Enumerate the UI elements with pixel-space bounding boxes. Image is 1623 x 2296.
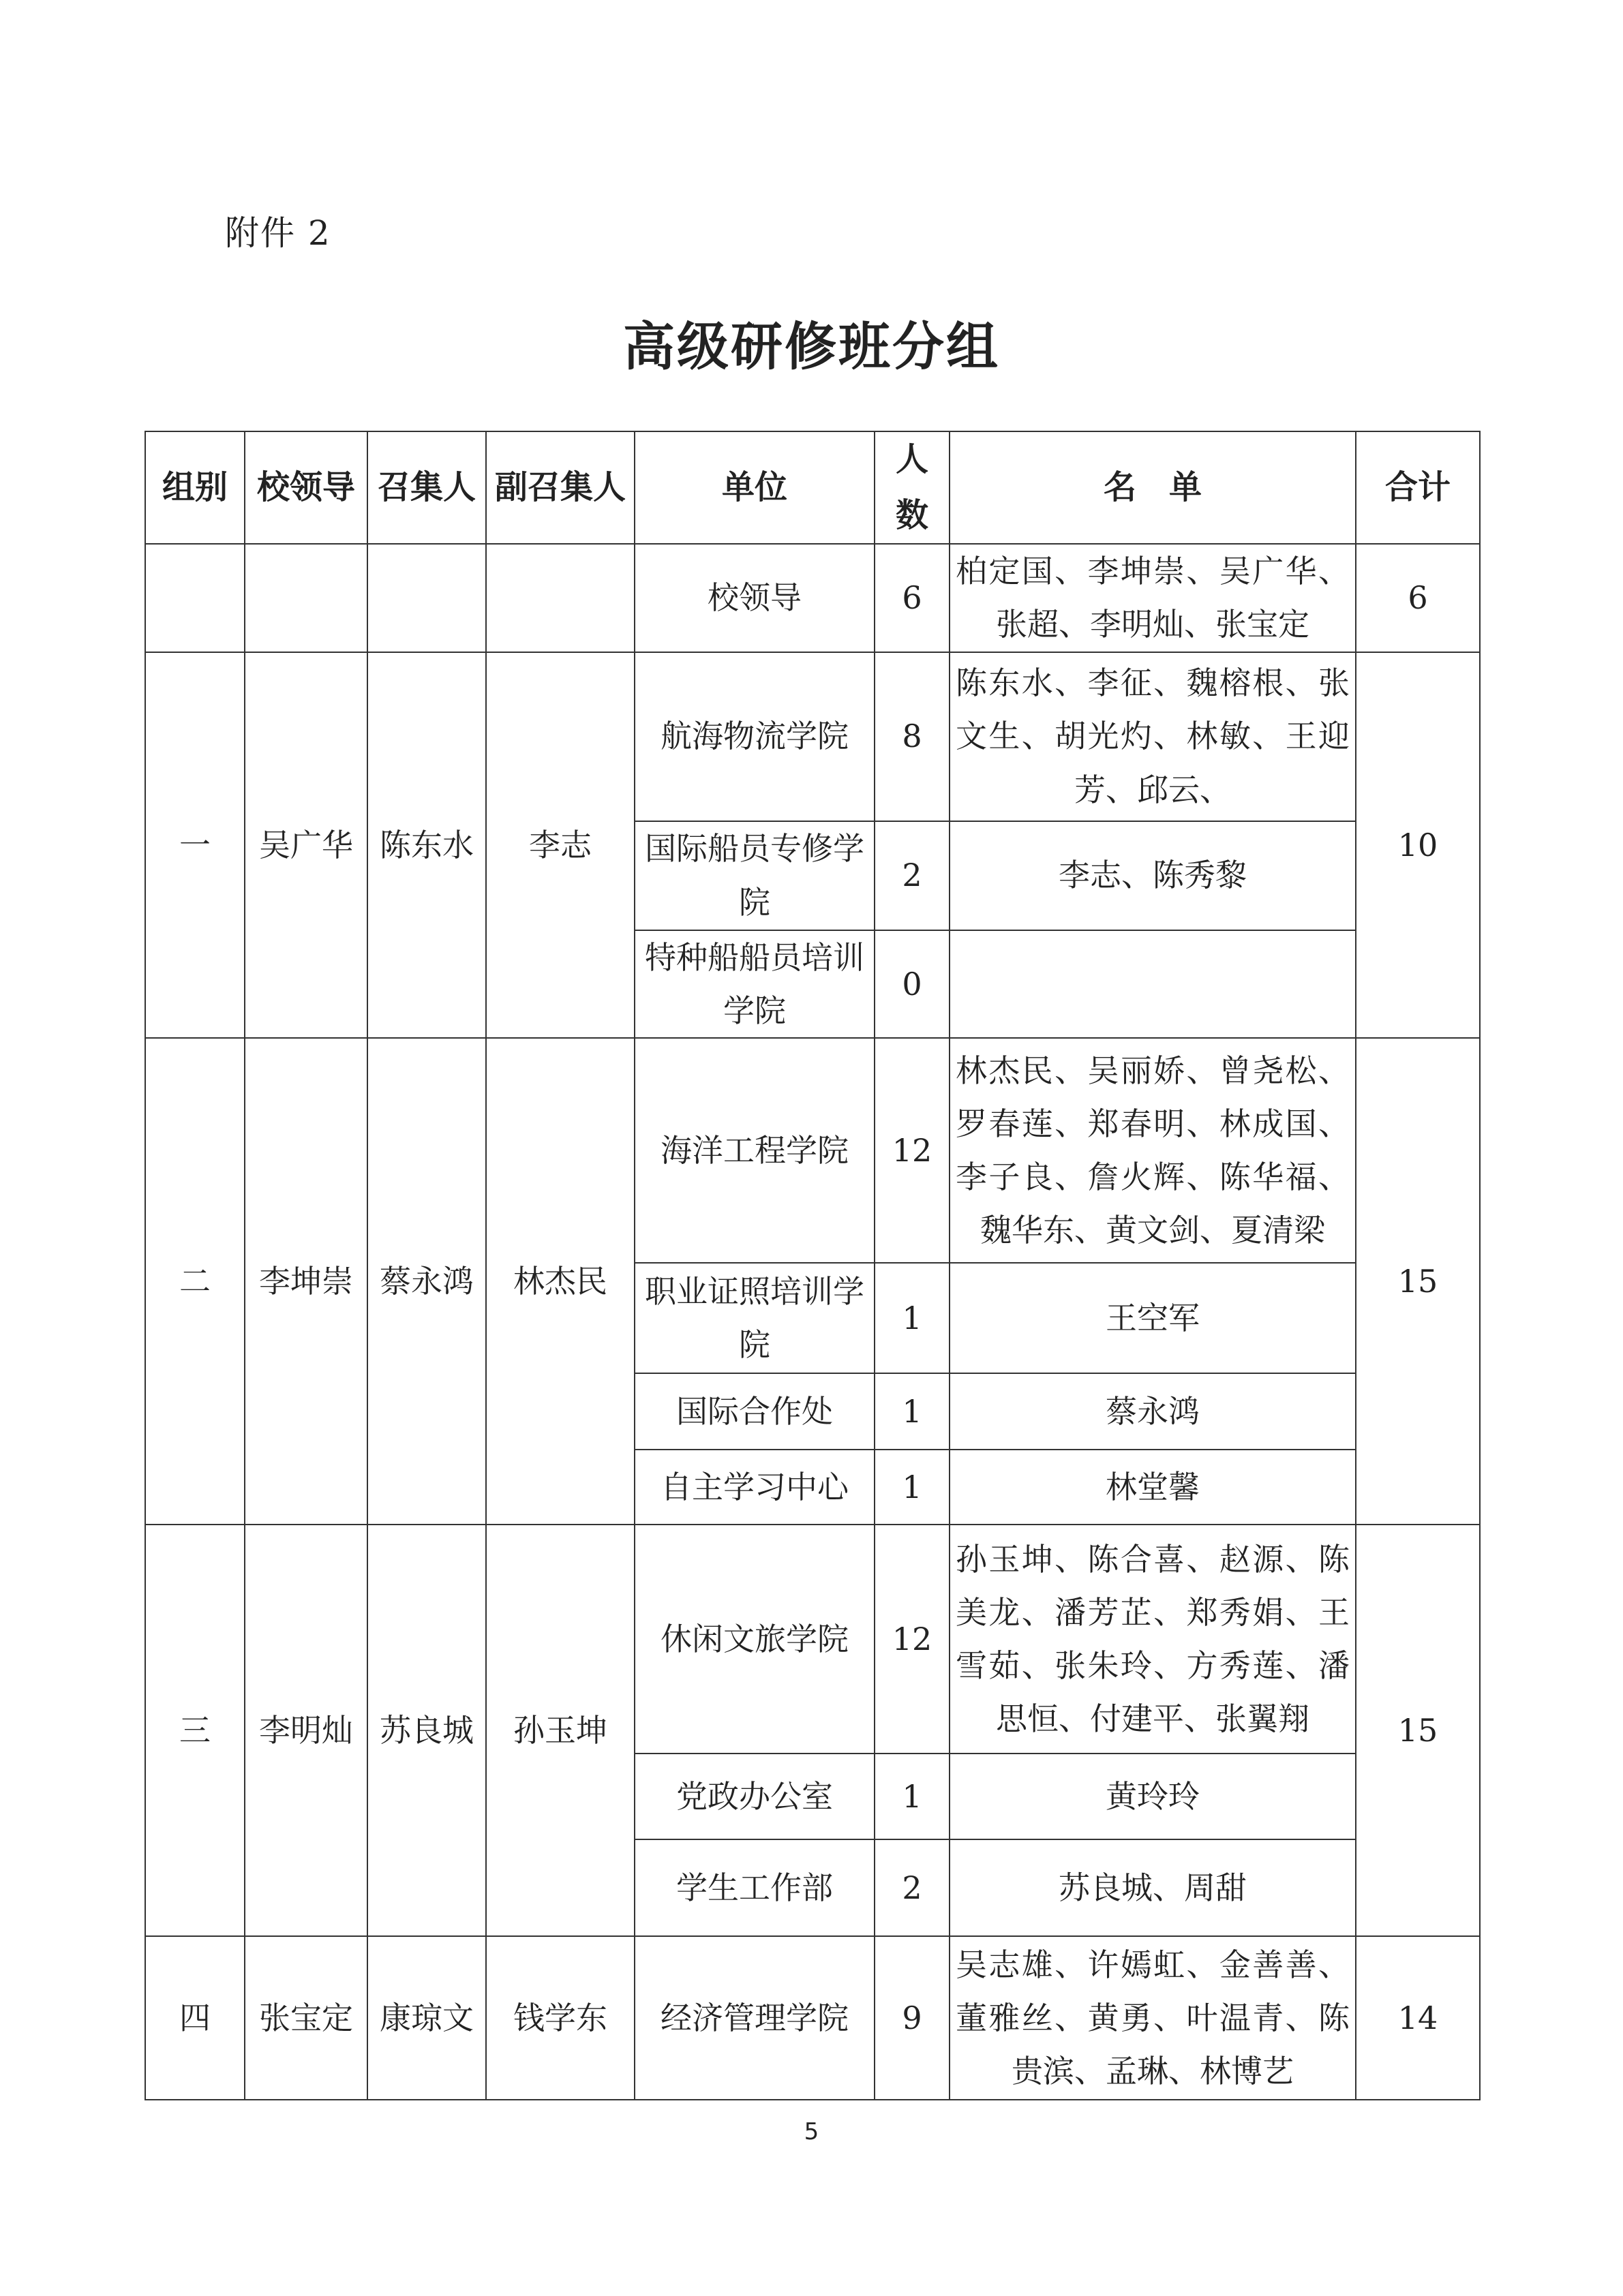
deputy-cell: 钱学东 xyxy=(486,1936,635,2100)
leader-cell: 吴广华 xyxy=(245,652,367,1038)
page-number: 5 xyxy=(804,2118,819,2145)
header-deputy: 副召集人 xyxy=(486,431,635,544)
names-cell: 李志、陈秀黎 xyxy=(950,821,1356,930)
unit-cell: 国际船员专修学院 xyxy=(635,821,875,930)
empty-cell xyxy=(245,544,367,652)
table-row-leaders xyxy=(145,544,1480,652)
names-cell: 王空军 xyxy=(950,1263,1356,1373)
deputy-cell: 林杰民 xyxy=(486,1038,635,1525)
count-cell: 12 xyxy=(875,1525,950,1754)
header-group: 组别 xyxy=(145,431,245,544)
convener-cell: 陈东水 xyxy=(367,652,486,1038)
table-row xyxy=(145,1936,1480,2100)
count-cell: 9 xyxy=(875,1936,950,2100)
attachment-label: 附件 2 xyxy=(225,213,331,253)
unit-cell: 航海物流学院 xyxy=(635,652,875,821)
unit-cell: 休闲文旅学院 xyxy=(635,1525,875,1754)
header-total: 合计 xyxy=(1356,431,1480,544)
names-cell: 林杰民、吴丽娇、曾尧松、罗春莲、郑春明、林成国、李子良、詹火辉、陈华福、魏华东、黄文剑、夏清梁 xyxy=(950,1038,1356,1263)
leader-cell: 李明灿 xyxy=(245,1525,367,1936)
group-cell: 一 xyxy=(145,652,245,1038)
names-cell: 孙玉坤、陈合喜、赵源、陈美龙、潘芳芷、郑秀娟、王雪茹、张朱玲、方秀莲、潘思恒、付建平、张翼翔 xyxy=(950,1525,1356,1754)
names-cell: 苏良城、周甜 xyxy=(950,1839,1356,1936)
deputy-cell: 孙玉坤 xyxy=(486,1525,635,1936)
names-cell xyxy=(950,930,1356,1038)
names-cell: 黄玲玲 xyxy=(950,1754,1356,1839)
total-cell: 15 xyxy=(1356,1038,1480,1525)
unit-cell: 经济管理学院 xyxy=(635,1936,875,2100)
count-cell: 6 xyxy=(875,544,950,652)
empty-cell xyxy=(486,544,635,652)
names-cell: 林堂馨 xyxy=(950,1450,1356,1525)
table-row xyxy=(145,1525,1480,1754)
page-title: 高级研修班分组 xyxy=(623,316,1000,377)
unit-cell: 海洋工程学院 xyxy=(635,1038,875,1263)
convener-cell: 康琼文 xyxy=(367,1936,486,2100)
unit-cell: 自主学习中心 xyxy=(635,1450,875,1525)
unit-cell: 职业证照培训学院 xyxy=(635,1263,875,1373)
count-cell: 1 xyxy=(875,1754,950,1839)
convener-cell: 苏良城 xyxy=(367,1525,486,1936)
leader-cell: 李坤崇 xyxy=(245,1038,367,1525)
count-cell: 1 xyxy=(875,1450,950,1525)
total-cell: 10 xyxy=(1356,652,1480,1038)
header-count: 人数 xyxy=(875,431,950,544)
convener-cell: 蔡永鸿 xyxy=(367,1038,486,1525)
names-cell: 陈东水、李征、魏榕根、张文生、胡光灼、林敏、王迎芳、邱云、 xyxy=(950,652,1356,821)
names-cell: 蔡永鸿 xyxy=(950,1373,1356,1450)
header-row xyxy=(145,431,1480,544)
names-cell: 吴志雄、许嫣虹、金善善、董雅丝、黄勇、叶温青、陈贵滨、孟琳、林博艺 xyxy=(950,1936,1356,2100)
unit-cell: 校领导 xyxy=(635,544,875,652)
header-unit: 单位 xyxy=(635,431,875,544)
unit-cell: 学生工作部 xyxy=(635,1839,875,1936)
count-cell: 1 xyxy=(875,1373,950,1450)
group-cell: 二 xyxy=(145,1038,245,1525)
unit-cell: 党政办公室 xyxy=(635,1754,875,1839)
count-cell: 1 xyxy=(875,1263,950,1373)
empty-cell xyxy=(145,544,245,652)
unit-cell: 特种船船员培训学院 xyxy=(635,930,875,1038)
table-row xyxy=(145,1038,1480,1263)
total-cell: 14 xyxy=(1356,1936,1480,2100)
total-cell: 6 xyxy=(1356,544,1480,652)
header-convener: 召集人 xyxy=(367,431,486,544)
total-cell: 15 xyxy=(1356,1525,1480,1936)
leader-cell: 张宝定 xyxy=(245,1936,367,2100)
count-cell: 8 xyxy=(875,652,950,821)
empty-cell xyxy=(367,544,486,652)
deputy-cell: 李志 xyxy=(486,652,635,1038)
count-cell: 2 xyxy=(875,821,950,930)
header-names: 名 单 xyxy=(950,431,1356,544)
table-row xyxy=(145,652,1480,821)
group-cell: 三 xyxy=(145,1525,245,1936)
count-cell: 0 xyxy=(875,930,950,1038)
grouping-table xyxy=(145,431,1481,2100)
header-leader: 校领导 xyxy=(245,431,367,544)
count-cell: 2 xyxy=(875,1839,950,1936)
group-cell: 四 xyxy=(145,1936,245,2100)
unit-cell: 国际合作处 xyxy=(635,1373,875,1450)
names-cell: 柏定国、李坤崇、吴广华、张超、李明灿、张宝定 xyxy=(950,544,1356,652)
count-cell: 12 xyxy=(875,1038,950,1263)
